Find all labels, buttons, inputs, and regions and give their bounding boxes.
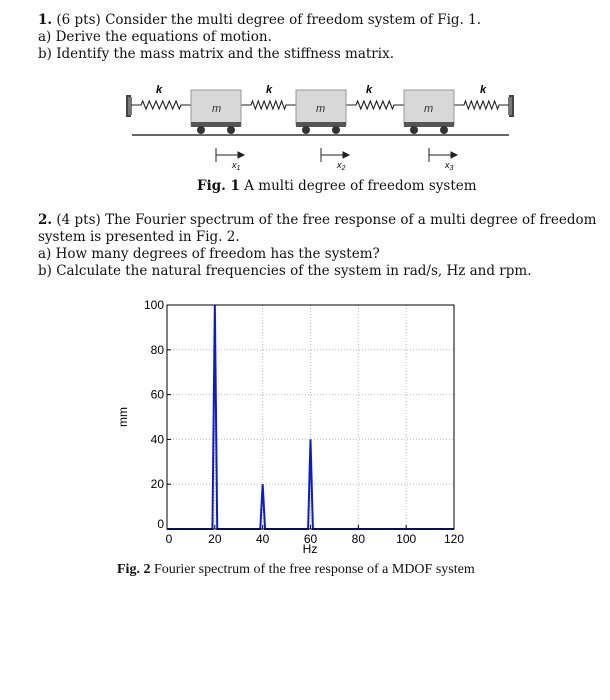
mass-label-3: m — [424, 103, 434, 115]
fig2-caption — [117, 562, 475, 578]
q2-part-b: b) Calculate the natural frequencies of the system in rad/s, Hz and rpm. — [38, 263, 532, 279]
y-tick-label: 0 — [157, 517, 164, 531]
x-tick-label: 80 — [351, 532, 366, 546]
spring-label-2: k — [266, 84, 273, 96]
q1-heading-text: (6 pts) Consider the multi degree of freedom system of Fig. 1. — [52, 12, 482, 28]
q1-number: 1. — [38, 12, 53, 28]
q2-heading-text: (4 pts) The Fourier spectrum of the free response of a multi degree of freedom — [52, 212, 597, 228]
y-axis-label: mm — [116, 407, 130, 427]
q1-part-a: a) Derive the equations of motion. — [38, 29, 272, 45]
fig2-caption-text: Fourier spectrum of the free response of a MDOF system — [150, 562, 475, 577]
x-tick-label: 100 — [396, 532, 417, 546]
x-tick-label: 40 — [255, 532, 270, 546]
x-tick-label: 20 — [208, 532, 222, 546]
y-tick-label: 100 — [143, 298, 164, 312]
q2-heading-line2: system is presented in Fig. 2. — [38, 229, 240, 245]
x-axis-label: Hz — [302, 542, 318, 556]
mass-label-2: m — [316, 103, 326, 115]
q1-part-b: b) Identify the mass matrix and the stiffness matrix. — [38, 46, 394, 62]
x-tick-label: 120 — [443, 532, 465, 546]
x-tick-label: 60 — [303, 532, 318, 546]
spring-label-4: k — [480, 84, 487, 96]
q2-part-a: a) How many degrees of freedom has the system? — [38, 246, 380, 262]
mass-label-1: m — [212, 103, 222, 115]
y-tick-label: 60 — [150, 387, 164, 402]
q2-number: 2. — [38, 212, 53, 228]
fig2-caption-label: Fig. 2 — [117, 562, 151, 577]
x-tick-label: 0 — [165, 532, 173, 546]
disp-label-3: $x_3$ — [445, 160, 454, 172]
spring-label-3: k — [366, 84, 373, 96]
spring-label-1: k — [156, 84, 163, 96]
y-tick-label: 20 — [150, 477, 164, 492]
disp-label-1: $x_1$ — [232, 160, 241, 172]
y-tick-label: 40 — [150, 432, 164, 447]
fig1-caption-text: A multi degree of freedom system — [239, 178, 477, 194]
disp-label-2: $x_2$ — [337, 160, 346, 172]
y-tick-label: 80 — [150, 342, 164, 357]
fig1-caption-label: Fig. 1 — [197, 178, 240, 194]
